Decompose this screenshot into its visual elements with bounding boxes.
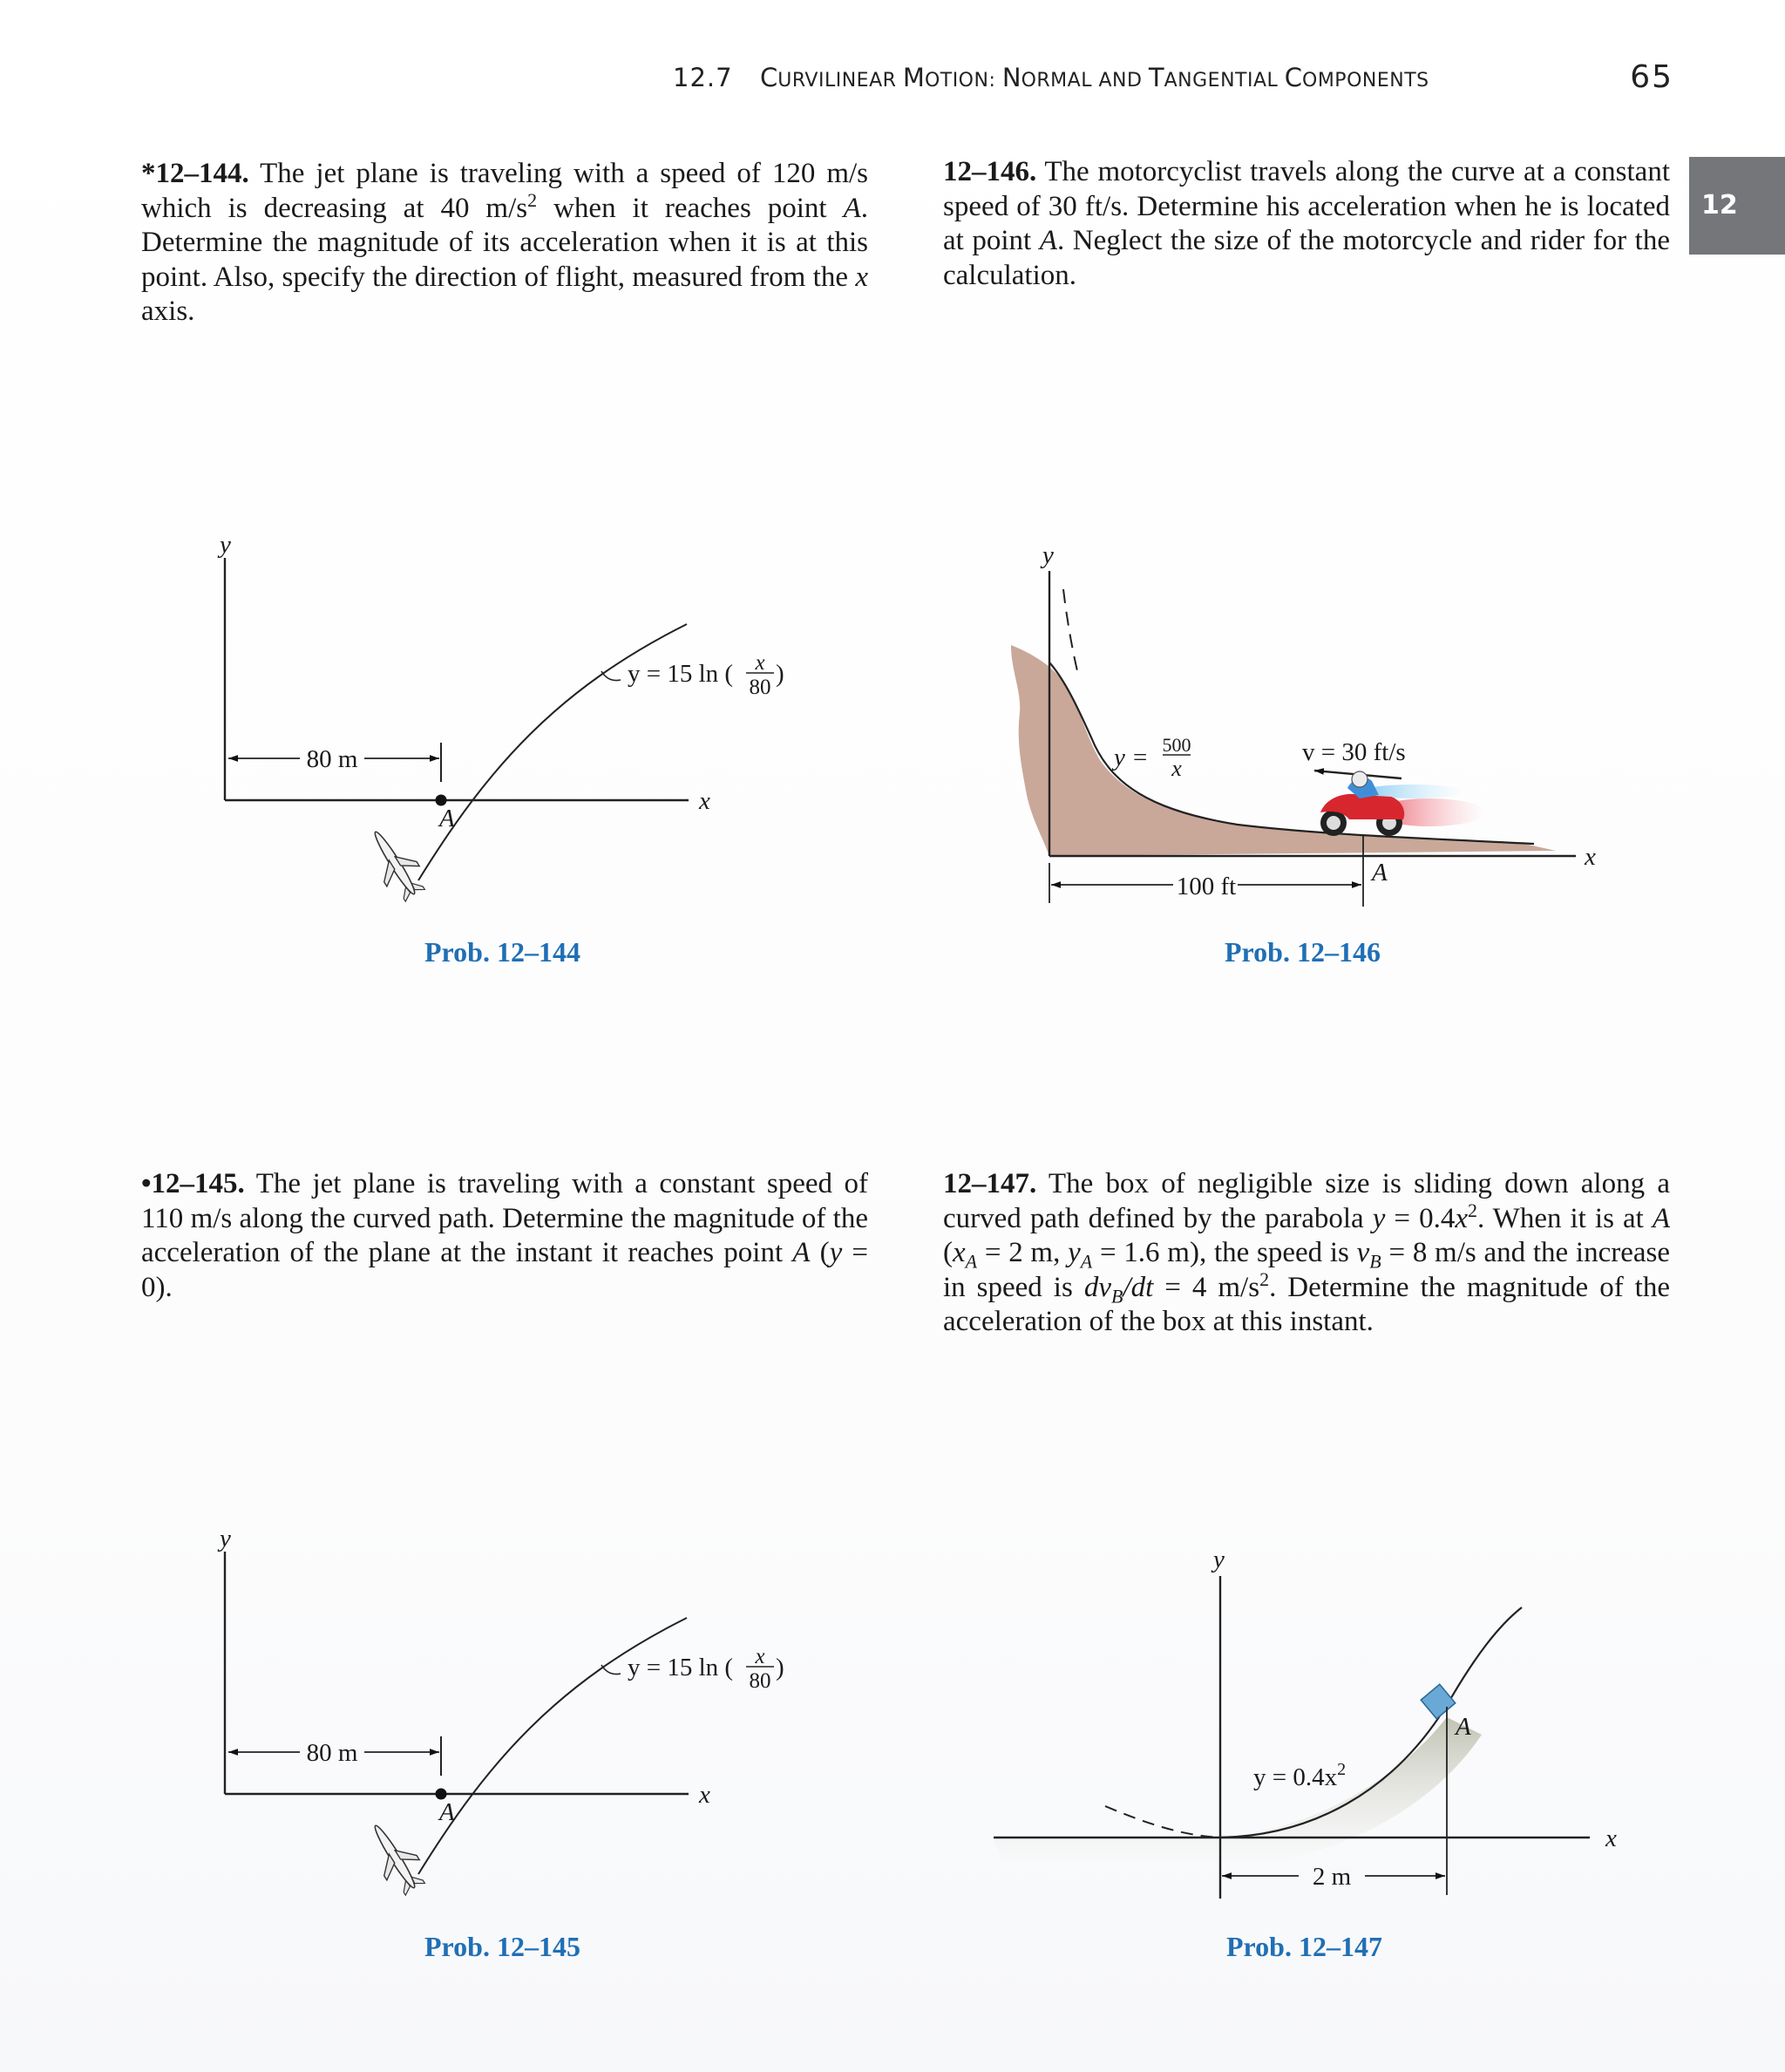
- problem-text-segment: = 8 m/s and the increase in speed is: [943, 1237, 1671, 1303]
- problem-text-segment: B: [1369, 1250, 1381, 1273]
- problem-text-segment: A: [965, 1250, 978, 1273]
- y-axis-label: y: [1042, 541, 1054, 569]
- y-axis-label: y: [220, 531, 231, 559]
- problem-text-segment: . When it is at: [1476, 1202, 1653, 1234]
- problem-text-segment: . Neglect the size of the motorcycle and rider for the calculation.: [943, 225, 1670, 291]
- problem-text-segment: y: [1068, 1237, 1081, 1268]
- problem-text-segment: (: [810, 1237, 830, 1268]
- problem-text-segment: axis.: [141, 296, 195, 327]
- caption-prob-12-146: Prob. 12–146: [1225, 936, 1381, 968]
- problem-number: 12–147.: [943, 1168, 1037, 1199]
- problem-text-segment: dv: [1083, 1271, 1111, 1303]
- equation-left: y = 15 ln (: [628, 660, 734, 688]
- equation-right: ): [776, 1654, 784, 1681]
- section-title-part: N: [1001, 63, 1021, 92]
- caption-prob-12-145: Prob. 12–145: [424, 1931, 580, 1962]
- problem-text-segment: = 4 m/s: [1153, 1271, 1260, 1303]
- problem-text-segment: A: [1652, 1202, 1670, 1234]
- section-title-part: C: [1284, 63, 1302, 92]
- x-axis-label: x: [1605, 1824, 1617, 1852]
- problem-text-segment: = 1.6 m), the speed is: [1092, 1237, 1357, 1268]
- motorcycle-icon: [1320, 771, 1485, 836]
- problem-text-segment: (: [943, 1237, 953, 1268]
- problem-text-segment: The box of negligible size is sliding down along a curved path defined by the parabola: [943, 1168, 1670, 1234]
- problem-number: •12–145.: [141, 1168, 245, 1199]
- fraction-numerator: x: [755, 1645, 765, 1668]
- point-a-label: A: [439, 1798, 455, 1826]
- velocity-label: v = 30 ft/s: [1302, 738, 1406, 766]
- problem-text-segment: x: [855, 261, 868, 293]
- problem-text-segment: B: [1110, 1285, 1123, 1308]
- section-title-part: T: [1148, 63, 1164, 92]
- dimension-label: 80 m: [306, 745, 358, 773]
- fraction-numerator: x: [755, 651, 765, 675]
- problem-number: 12–146.: [943, 156, 1037, 187]
- problem-number: *12–144.: [141, 158, 249, 189]
- section-title-part: ANGENTIAL: [1164, 70, 1285, 92]
- problem-text-segment: = 2 m,: [977, 1237, 1069, 1268]
- equation-label: $y = 0.4x^2$: [1253, 1760, 1347, 1791]
- problem-text-segment: A: [792, 1237, 811, 1268]
- ground-shading: [994, 1717, 1482, 1865]
- dimension-label: 2 m: [1312, 1863, 1352, 1891]
- y-axis-label: y: [1213, 1546, 1225, 1573]
- point-a-label: A: [1372, 859, 1388, 887]
- ground-fill: [1011, 645, 1556, 856]
- page-number: 65: [1630, 59, 1673, 95]
- problem-text-segment: v: [1356, 1237, 1370, 1268]
- fraction-denominator: 80: [749, 1669, 771, 1693]
- problem-text-segment: . Determine the magnitude of its acceleration when it is at this point. Also, specify the direction of flight, measured from the: [141, 192, 868, 293]
- dimension-label: 100 ft: [1176, 873, 1237, 900]
- fraction-denominator: x: [1171, 756, 1182, 781]
- problem-text-segment: The jet plane is traveling with a constant speed of 110 m/s along the curved path. Determine the magnitude of the acceleration of the plane at the instant it reaches point: [141, 1168, 868, 1268]
- y-axis-label: y: [220, 1525, 231, 1552]
- point-a-label: A: [1456, 1713, 1471, 1741]
- section-number: 12.7: [673, 63, 733, 92]
- problem-text-segment: x: [1455, 1202, 1468, 1234]
- fraction-denominator: 80: [749, 676, 771, 699]
- section-title-part: C: [760, 63, 778, 92]
- fraction-numerator: 500: [1162, 734, 1191, 756]
- figure-12-144: [217, 531, 784, 906]
- equation-right: ): [776, 660, 784, 688]
- dashed-asymptote-curve: [1063, 589, 1079, 678]
- parabola-dashed-extension: [1105, 1806, 1220, 1838]
- x-axis-label: x: [699, 787, 710, 815]
- figure-12-147: [994, 1546, 1617, 1899]
- figure-12-145: [217, 1525, 784, 1899]
- jet-plane-icon: [359, 822, 431, 906]
- problem-text-segment: = 0).: [141, 1237, 868, 1303]
- equation-left: y = 15 ln (: [628, 1654, 734, 1681]
- problem-text-segment: A: [843, 192, 861, 224]
- section-title-part: M: [902, 63, 925, 92]
- caption-prob-12-147: Prob. 12–147: [1226, 1931, 1382, 1962]
- problem-text-segment: 2: [1467, 1199, 1477, 1221]
- x-axis-label: x: [699, 1781, 710, 1809]
- problem-text-segment: y: [1372, 1202, 1386, 1234]
- problem-text-segment: = 0.4: [1385, 1202, 1456, 1234]
- problem-text-segment: A: [1039, 225, 1057, 256]
- problem-text-segment: y: [829, 1237, 843, 1268]
- figure-12-146: [1011, 541, 1596, 907]
- section-title-part: URVILINEAR: [777, 70, 903, 92]
- problem-text-segment: 2: [1259, 1267, 1270, 1290]
- dimension-label: 80 m: [306, 1739, 358, 1767]
- problem-text-segment: /dt: [1123, 1271, 1154, 1303]
- problem-text-segment: The jet plane is traveling with a speed of 120 m/s which is decreasing at 40 m/s: [141, 158, 868, 224]
- section-title-part: OMPONENTS: [1302, 70, 1429, 92]
- jet-plane-icon: [359, 1816, 431, 1899]
- problem-text-segment: x: [953, 1237, 966, 1268]
- chapter-tab[interactable]: 12: [1689, 157, 1785, 255]
- x-axis-label: x: [1585, 843, 1596, 871]
- problem-text-segment: 2: [527, 188, 538, 211]
- problem-text-segment: . Determine the magnitude of the acceleration of the box at this instant.: [943, 1271, 1670, 1337]
- section-title-part: OTION:: [924, 70, 1002, 92]
- caption-prob-12-144: Prob. 12–144: [424, 936, 580, 968]
- equation-left: y =: [1114, 744, 1149, 771]
- problem-text-segment: A: [1080, 1250, 1093, 1273]
- section-title-part: ORMAL AND: [1021, 70, 1149, 92]
- point-a-label: A: [439, 805, 455, 832]
- problem-text-segment: when it reaches point: [537, 192, 844, 224]
- box-icon: [1421, 1684, 1455, 1718]
- problem-text-segment: The motorcyclist travels along the curve at a constant speed of 30 ft/s. Determine his acceleration when he is located at point: [943, 156, 1670, 256]
